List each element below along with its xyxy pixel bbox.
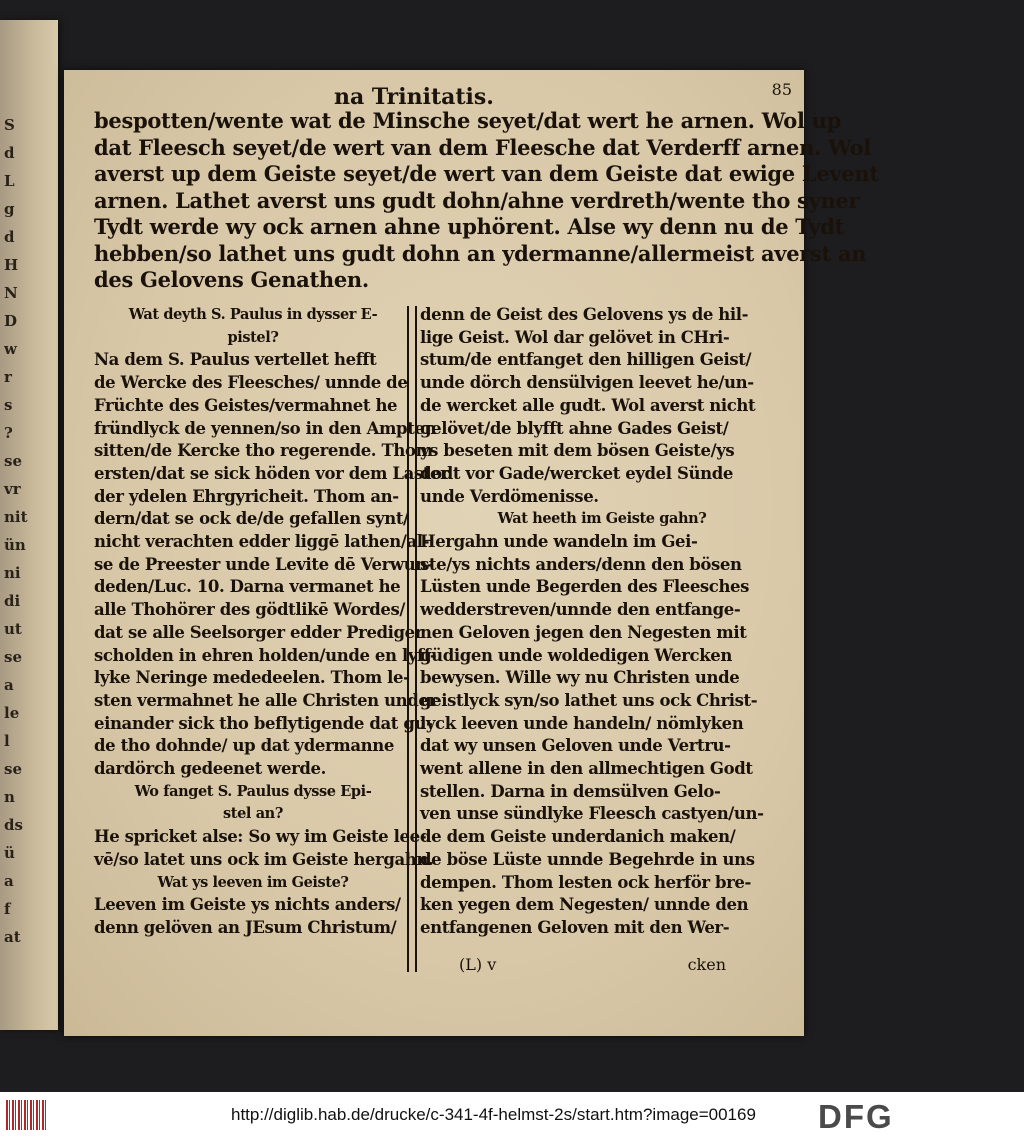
previous-page-fragment: S [4, 116, 15, 134]
right-column-text-line: unde dörch densülvigen leevet he/un- [420, 373, 754, 393]
previous-page-fragment: at [4, 928, 21, 946]
previous-page-fragment: nit [4, 508, 28, 526]
previous-page-fragment: se [4, 452, 22, 470]
previous-page-fragment: ? [4, 424, 13, 442]
left-column-text-line: nicht verachten edder liggē lathen/al- [94, 532, 430, 552]
right-column-text-line: ys beseten mit dem bösen Geiste/ys [420, 441, 735, 461]
right-column-text-line: geistlyck syn/so lathet uns ock Christ- [420, 690, 758, 710]
left-column-text-line: Wat ys leeven im Geiste? [157, 873, 349, 891]
previous-page-fragment: s [4, 396, 13, 414]
right-column-text-line: bewysen. Wille wy nu Christen unde [420, 668, 740, 688]
left-column-text-line: de tho dohnde/ up dat ydermanne [94, 736, 394, 756]
body-text-line: averst up dem Geiste seyet/de wert van dem Geiste dat ewige Levent [94, 161, 879, 186]
right-column-text-line: wedderstreven/unnde den entfange- [420, 600, 741, 620]
right-column-text-line: stum/de entfanget den hilligen Geist/ [420, 350, 752, 370]
right-column-text-line: lige Geist. Wol dar gelövet in CHri- [420, 327, 730, 347]
right-column-text-line: entfangenen Geloven mit den Wer- [420, 917, 730, 937]
body-text-line: hebben/so lathet uns gudt dohn an ydermanne/allermeist averst an [94, 240, 867, 266]
left-column-text-line: Wat deyth S. Paulus in dysser E- [128, 306, 378, 323]
body-text-line: dat Fleesch seyet/de wert van dem Fleesche dat Verderff arnen. Wol [94, 134, 872, 160]
previous-page-fragment: H [4, 256, 19, 274]
dfg-logo: DFG [818, 1098, 894, 1135]
left-column-text-line: fründlyck de yennen/so in den Ampten [94, 418, 437, 438]
previous-page-fragment: se [4, 760, 22, 778]
left-column-text-line: scholden in ehren holden/unde en lyff- [94, 645, 437, 665]
previous-page-fragment: a [4, 872, 14, 890]
right-column-text-line: gelövet/de blyfft ahne Gades Geist/ [420, 418, 729, 438]
previous-page-fragment: D [4, 312, 18, 330]
right-column-text-line: stellen. Darna in demsülven Gelo- [420, 781, 721, 801]
left-column-text-line: He spricket alse: So wy im Geiste lee- [94, 827, 427, 847]
left-column-text-line: denn gelöven an JEsum Christum/ [94, 917, 397, 937]
signature-mark: (L) v [459, 955, 497, 974]
previous-page-fragment: ds [4, 816, 23, 834]
right-column-text-line: Lüsten unde Begerden des Fleesches [420, 577, 750, 597]
previous-page-fragment: l [4, 732, 10, 750]
left-column-text-line: lyke Neringe mededeelen. Thom le- [94, 668, 410, 688]
right-column-text-line: ven unse sündlyke Fleesch castyen/un- [420, 804, 764, 824]
right-column-text-line: denn de Geist des Gelovens ys de hil- [420, 305, 749, 324]
status-bar [0, 1092, 1024, 1138]
body-text-line: bespotten/wente wat de Minsche seyet/dat wert he arnen. Wol up [94, 108, 842, 133]
right-column-text-line: de wercket alle gudt. Wol averst nicht [420, 395, 756, 415]
right-column-text-line: dempen. Thom lesten ock herför bre- [420, 872, 751, 892]
previous-page-fragment: ut [4, 620, 22, 638]
previous-page-fragment: w [4, 340, 17, 358]
previous-page-fragment: a [4, 676, 14, 694]
right-column-text-line: ken yegen dem Negesten/ unnde den [420, 895, 749, 915]
source-url[interactable]: http://diglib.hab.de/drucke/c-341-4f-helmst-2s/start.htm?image=00169 [231, 1105, 756, 1124]
previous-page-fragment: vr [4, 480, 21, 498]
previous-page-fragment: f [4, 900, 11, 918]
book-page [64, 70, 879, 1036]
previous-page-fragment: g [4, 200, 15, 218]
left-column-text-line: pistel? [227, 328, 279, 346]
right-column-text-line: dodt vor Gade/wercket eydel Sünde [420, 463, 733, 483]
right-column-text-line: ste/ys nichts anders/denn den bösen [420, 554, 742, 574]
left-column-text-line: de Wercke des Fleesches/ unnde de [94, 373, 408, 393]
left-column-text-line: der ydelen Ehrgyricheit. Thom an- [94, 486, 399, 506]
left-column-text-line: Wo fanget S. Paulus dysse Epi- [134, 782, 372, 800]
left-column-text-line: se de Preester unde Levite dē Verwun- [94, 554, 434, 574]
right-column [420, 304, 784, 940]
left-column-text-line: sten vermahnet he alle Christen under [94, 690, 437, 710]
right-column-text-line: de dem Geiste underdanich maken/ [420, 827, 736, 847]
previous-page-fragment: ü [4, 844, 15, 862]
catchword: cken [687, 955, 726, 974]
left-column-text-line: Leeven im Geiste ys nichts anders/ [94, 895, 401, 915]
previous-page-fragment: N [4, 284, 18, 302]
right-column-text-line: nen Geloven jegen den Negesten mit [420, 622, 747, 642]
left-column-text-line: Früchte des Geistes/vermahnet he [94, 395, 398, 415]
left-column-text-line: dat se alle Seelsorger edder Prediger [94, 622, 424, 642]
left-column-text-line: sitten/de Kercke tho regerende. Thom [94, 441, 433, 461]
left-column-text-line: ersten/dat se sick höden vor dem Laster [94, 463, 449, 483]
right-column-text-line: lyck leeven unde handeln/ nömlyken [420, 713, 744, 733]
column-divider [407, 306, 417, 972]
body-text-line: arnen. Lathet averst uns gudt dohn/ahne verdreth/wente tho syner [94, 187, 860, 213]
right-column-text-line: Wat heeth im Geiste gahn? [497, 510, 707, 528]
left-column-text-line: Na dem S. Paulus vertellet hefft [94, 350, 377, 370]
left-column-text-line: stel an? [223, 805, 283, 823]
barcode-icon [6, 1100, 46, 1130]
left-column-text-line: dardörch gedeenet werde. [94, 759, 326, 779]
previous-page-fragment: ün [4, 536, 26, 554]
right-column-text-line: went allene in den allmechtigen Godt [420, 759, 753, 779]
body-text-line: Tydt werde wy ock arnen ahne uphörent. Alse wy denn nu de Tydt [94, 214, 845, 239]
previous-page-fragment: d [4, 228, 15, 246]
left-column-text-line: vē/so latet uns ock im Geiste hergahn. [94, 849, 434, 869]
previous-page-fragment: r [4, 368, 12, 386]
running-head: na Trinitatis. [334, 84, 494, 110]
full-width-text [94, 108, 879, 294]
right-column-text-line: dat wy unsen Geloven unde Vertru- [420, 736, 731, 756]
previous-page-fragment: d [4, 144, 15, 162]
body-text-line: des Gelovens Genathen. [94, 267, 369, 292]
left-column-text-line: dern/dat se ock de/de gefallen synt/ [94, 509, 409, 529]
previous-page-fragment: ni [4, 564, 21, 582]
left-column-text-line: deden/Luc. 10. Darna vermanet he [94, 577, 401, 597]
right-column-text-line: unde Verdömenisse. [420, 486, 599, 506]
page-number: 85 [771, 80, 792, 99]
right-column-text-line: de böse Lüste unnde Begehrde in uns [420, 849, 755, 869]
left-column [94, 304, 449, 940]
previous-page-edge [0, 20, 58, 1030]
left-column-text-line: alle Thohörer des gödtlikē Wordes/ [94, 600, 405, 620]
left-column-text-line: einander sick tho beflytigende dat gu- [94, 713, 433, 733]
right-column-text-line: güdigen unde woldedigen Wercken [420, 645, 732, 665]
previous-page-fragment: le [4, 704, 20, 722]
previous-page-fragment: di [4, 592, 21, 610]
right-column-text-line: Hergahn unde wandeln im Gei- [420, 532, 698, 552]
previous-page-fragment: n [4, 788, 15, 806]
previous-page-fragment: L [4, 172, 15, 190]
previous-page-fragment: se [4, 648, 22, 666]
